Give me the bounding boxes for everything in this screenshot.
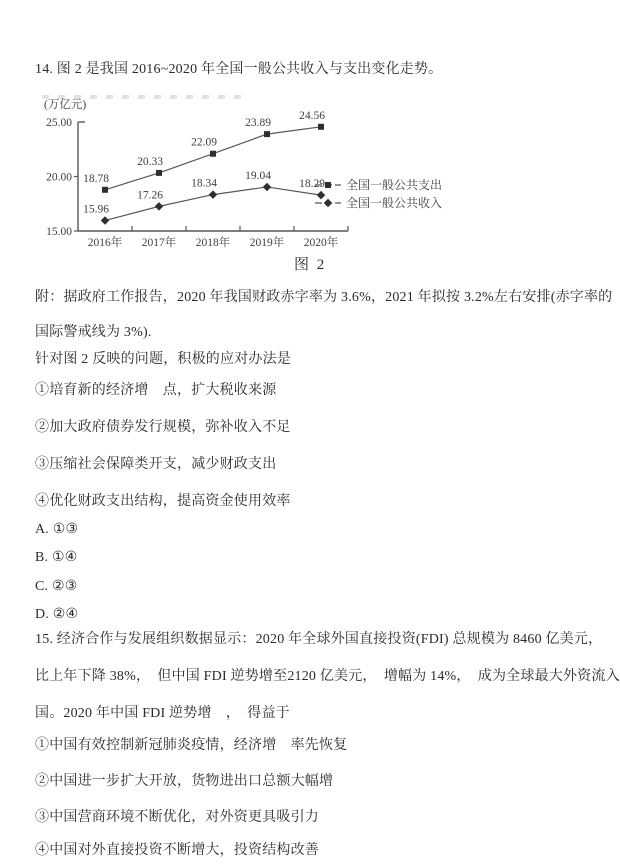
statement-3: ③压缩社会保障类开支，减少财政支出 [35,457,277,472]
square-marker [325,182,331,188]
x-tick-label: 2019年 [249,237,285,249]
data-label: 22.09 [191,136,217,149]
series-1 [83,170,325,225]
data-label: 15.96 [83,203,109,216]
statement-4: ④优化财政支出结构，提高资金使用效率 [35,494,291,509]
y-tick-label: 25.00 [46,117,72,129]
choice-a: A. ①③ [35,522,79,537]
legend-item-1 [315,195,442,210]
data-label: 17.26 [137,189,163,202]
y-tick-label: 15.00 [46,226,72,238]
figure-2-caption: 图 2 [294,257,327,273]
question-15-line-1: 15. 经济合作与发展组织数据显示：2020 年全球外国直接投资(FDI) 总规模为 8460 亿美元， [35,632,603,647]
square-marker [210,151,216,157]
diamond-marker [263,183,271,191]
x-tick-label: 2018年 [195,237,231,249]
x-tick-label: 2020年 [303,237,339,249]
legend-label: 全国一般公共支出 [346,178,443,192]
y-axis-unit-label: (万亿元) [44,99,87,111]
data-label: 19.04 [245,169,271,182]
diamond-marker [101,216,109,224]
statement-2: ②加大政府债券发行规模，弥补收入不足 [35,420,291,435]
square-marker [318,124,324,130]
data-label: 18.34 [191,177,217,190]
diamond-marker [209,190,217,198]
question-14-stem: 14. 图 2 是我国 2016~2020 年全国一般公共收入与支出变化走势。 [35,62,443,77]
statement-1: ①培育新的经济增 点，扩大税收来源 [35,383,277,398]
figure-2-chart [30,88,590,263]
square-marker [102,187,108,193]
x-tick-label: 2017年 [141,237,177,249]
choice-c: C. ②③ [35,579,78,594]
square-marker [264,131,270,137]
statement-1: ①中国有效控制新冠肺炎疫情，经济增 率先恢复 [35,738,348,753]
data-label: 23.89 [245,117,271,130]
data-label: 18.29 [299,178,325,191]
diamond-marker [317,191,325,199]
legend-label: 全国一般公共收入 [346,196,443,210]
y-tick-label: 20.00 [46,171,72,184]
data-label: 18.78 [83,172,109,185]
statement-2: ②中国进一步扩大开放，货物进出口总额大幅增 [35,774,334,789]
question-15-line-2: 比上年下降 38%， 但中国 FDI 逆势增至2120 亿美元， 增幅为 14%， 成为全球最大外资流入 [35,669,620,684]
diamond-marker [155,202,163,210]
x-tick-label: 2016年 [87,237,123,249]
data-label: 20.33 [137,155,163,168]
question-14-prompt: 针对图 2 反映的问题，积极的应对办法是 [35,352,291,367]
statement-3: ③中国营商环境不断优化，对外资更具吸引力 [35,810,319,825]
diamond-marker [324,199,332,207]
question-14-note-line-2: 国际警戒线为 3%). [35,325,152,340]
statement-4: ④中国对外直接投资不断增大，投资结构改善 [35,843,319,858]
legend-item-0 [315,177,442,192]
question-14-note-line-1: 附：据政府工作报告，2020 年我国财政赤字率为 3.6%，2021 年拟按 3.2%左右安排(赤字率的 [35,290,613,305]
data-label: 24.56 [299,109,325,122]
public-revenue-expenditure-line-chart [30,88,590,263]
question-15-line-3: 国。2020 年中国 FDI 逆势增 ， 得益于 [35,706,290,721]
square-marker [156,170,162,176]
choice-b: B. ①④ [35,550,78,565]
choice-d: D. ②④ [35,607,79,622]
